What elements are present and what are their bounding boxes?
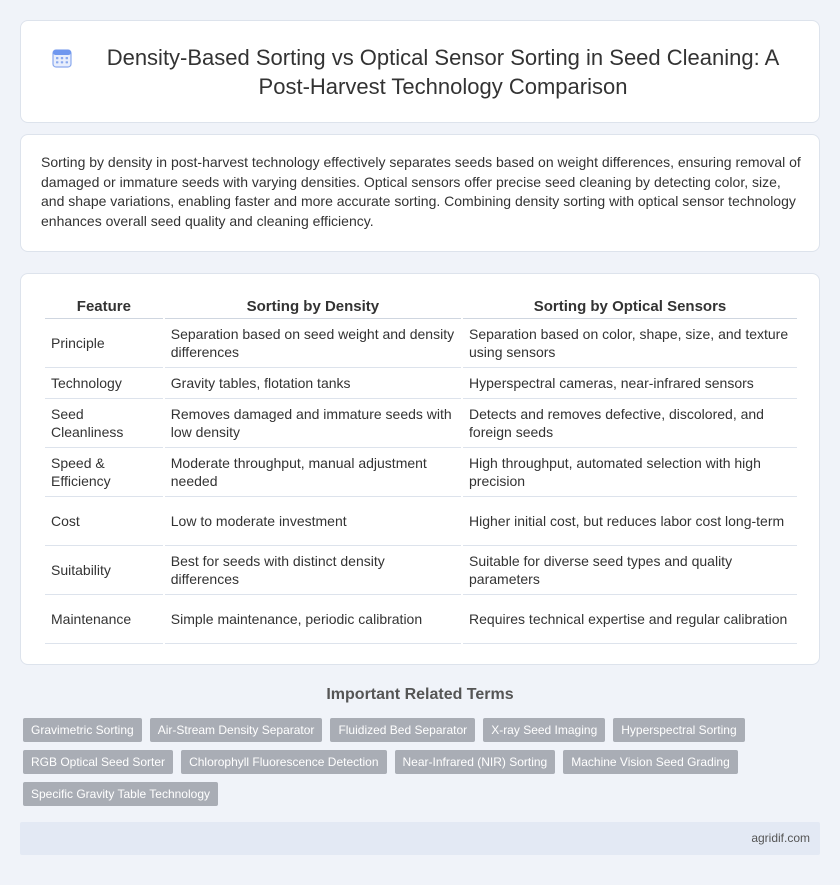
table-row [45, 319, 797, 368]
table-row [45, 497, 797, 546]
related-term-tag[interactable]: Specific Gravity Table Technology [23, 782, 218, 806]
intro-paragraph: Sorting by density in post-harvest technology effectively separates seeds based on weight differences, ensuring removal of damaged or immature seeds with varying densities. Optical sensors offer precise seed cleaning by detecting color, size, and shape variations, enabling faster and more accurate sorting. Combining density sorting with optical sensor technology enhances overall seed quality and cleaning efficiency. [41, 154, 801, 229]
feature-cell: Speed & Efficiency [45, 448, 163, 497]
feature-cell: Seed Cleanliness [45, 399, 163, 448]
related-term-tag[interactable]: Fluidized Bed Separator [330, 718, 475, 742]
related-term-tag[interactable]: Near-Infrared (NIR) Sorting [395, 750, 556, 774]
density-cell: Gravity tables, flotation tanks [165, 368, 461, 399]
related-terms-heading: Important Related Terms [326, 686, 514, 703]
related-term-tag[interactable]: Gravimetric Sorting [23, 718, 142, 742]
optical-cell: Hyperspectral cameras, near-infrared sensors [463, 368, 797, 399]
table-row [45, 368, 797, 399]
related-term-tag[interactable]: Air-Stream Density Separator [150, 718, 323, 742]
footer-site-link[interactable]: agridif.com [751, 831, 810, 845]
density-cell: Best for seeds with distinct density differences [165, 546, 461, 595]
comparison-card [20, 273, 820, 665]
header-optical: Sorting by Optical Sensors [463, 296, 797, 319]
title-row [21, 21, 819, 122]
optical-cell: Separation based on color, shape, size, and texture using sensors [463, 319, 797, 368]
density-cell: Low to moderate investment [165, 497, 461, 546]
table-row [45, 595, 797, 644]
related-term-tag[interactable]: RGB Optical Seed Sorter [23, 750, 173, 774]
feature-cell: Technology [45, 368, 163, 399]
footer [20, 822, 820, 855]
comparison-table [43, 296, 799, 644]
optical-cell: Suitable for diverse seed types and quality parameters [463, 546, 797, 595]
optical-cell: High throughput, automated selection with high precision [463, 448, 797, 497]
calendar-icon [51, 47, 73, 69]
feature-cell: Suitability [45, 546, 163, 595]
density-cell: Separation based on seed weight and density differences [165, 319, 461, 368]
page-title: Density-Based Sorting vs Optical Sensor Sorting in Seed Cleaning: A Post-Harvest Technology Comparison [106, 44, 780, 99]
optical-cell: Detects and removes defective, discolored, and foreign seeds [463, 399, 797, 448]
related-term-tag[interactable]: X-ray Seed Imaging [483, 718, 605, 742]
header-density: Sorting by Density [165, 296, 461, 319]
optical-cell: Requires technical expertise and regular calibration [463, 595, 797, 644]
density-cell: Removes damaged and immature seeds with low density [165, 399, 461, 448]
related-terms-list [23, 718, 783, 806]
feature-cell: Cost [45, 497, 163, 546]
table-row [45, 546, 797, 595]
table-header-row [45, 296, 797, 319]
intro-card [20, 134, 820, 252]
feature-cell: Principle [45, 319, 163, 368]
related-term-tag[interactable]: Chlorophyll Fluorescence Detection [181, 750, 386, 774]
title-card [20, 20, 820, 123]
header-feature: Feature [45, 296, 163, 319]
density-cell: Simple maintenance, periodic calibration [165, 595, 461, 644]
related-term-tag[interactable]: Machine Vision Seed Grading [563, 750, 738, 774]
table-row [45, 399, 797, 448]
related-term-tag[interactable]: Hyperspectral Sorting [613, 718, 744, 742]
table-row [45, 448, 797, 497]
optical-cell: Higher initial cost, but reduces labor cost long-term [463, 497, 797, 546]
feature-cell: Maintenance [45, 595, 163, 644]
density-cell: Moderate throughput, manual adjustment needed [165, 448, 461, 497]
